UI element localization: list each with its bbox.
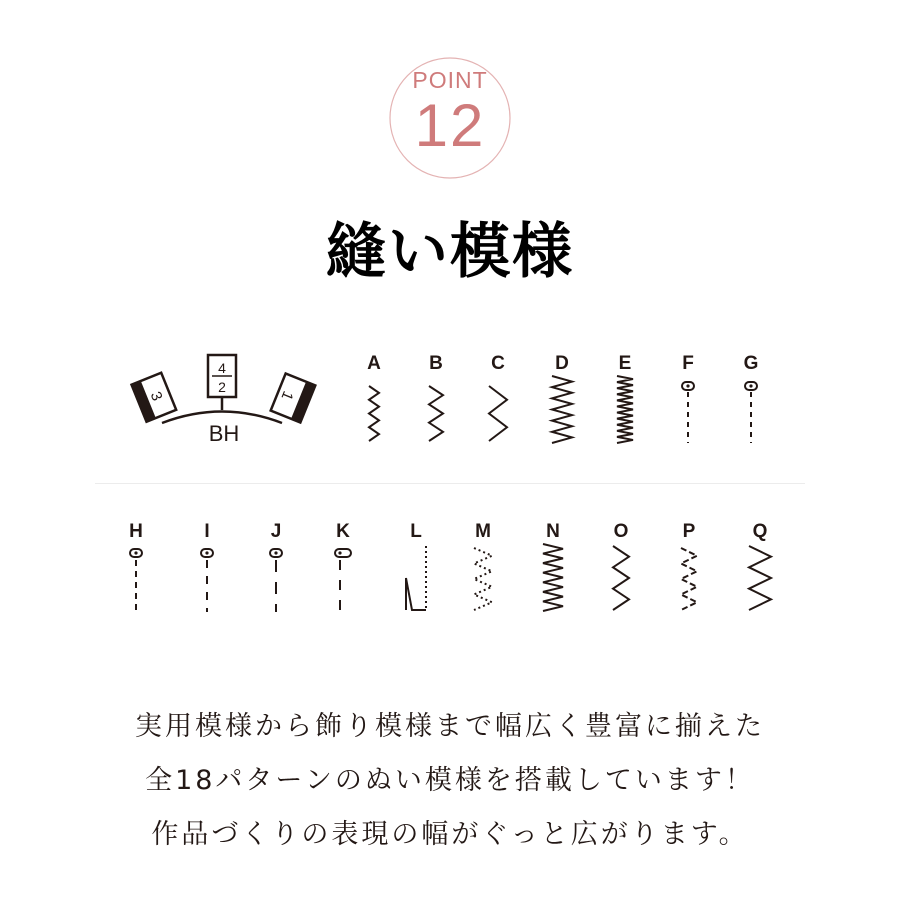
stitch-pattern-a bbox=[367, 353, 381, 441]
stitch-pattern-l bbox=[406, 521, 426, 610]
bh-step-label: 1 bbox=[277, 388, 297, 403]
zigzag-stitch bbox=[543, 544, 563, 611]
description-line-2: 全18パターンのぬい模様を搭載しています！ bbox=[145, 765, 755, 796]
stitch-label: I bbox=[204, 521, 210, 542]
zigzag-stitch bbox=[552, 376, 572, 443]
dotted-zigzag-stitch bbox=[474, 548, 492, 610]
stitch-pattern-h bbox=[129, 521, 143, 612]
buttonhole-diagram bbox=[132, 355, 316, 446]
badge-number: 12 bbox=[414, 92, 486, 159]
description bbox=[0, 700, 900, 862]
needle-dot bbox=[338, 551, 341, 554]
page-title: 縫い模様 bbox=[326, 217, 574, 287]
serpentine-stitch bbox=[681, 548, 697, 610]
stitch-label: F bbox=[682, 353, 694, 374]
stitch-row-1 bbox=[367, 353, 758, 443]
stitch-pattern-n bbox=[543, 521, 563, 611]
stitch-label: J bbox=[270, 521, 282, 542]
needle-dot bbox=[686, 384, 689, 387]
blind-hem-stitch bbox=[406, 578, 426, 610]
needle-dot bbox=[274, 551, 277, 554]
bh-step-label: 3 bbox=[146, 389, 166, 404]
zigzag-stitch bbox=[429, 386, 443, 441]
stitch-pattern-o bbox=[613, 521, 629, 610]
zigzag-stitch bbox=[489, 386, 507, 441]
stitch-label: G bbox=[743, 353, 759, 374]
stitch-pattern-e bbox=[617, 353, 633, 443]
description-line-3: 作品づくりの表現の幅がぐっと広がります。 bbox=[151, 819, 749, 850]
zigzag-stitch bbox=[613, 546, 629, 610]
needle-dot bbox=[749, 384, 752, 387]
bh-step-label: 4 bbox=[218, 360, 226, 376]
stitch-pattern-g bbox=[744, 353, 759, 443]
bh-step-1 bbox=[271, 373, 316, 422]
needle-dot bbox=[205, 551, 208, 554]
stitch-pattern-i bbox=[201, 521, 213, 612]
stitch-label: H bbox=[129, 521, 143, 542]
stitch-label: K bbox=[336, 521, 350, 542]
row-divider bbox=[95, 483, 805, 484]
stitch-pattern-p bbox=[681, 521, 697, 610]
stitch-label: N bbox=[546, 521, 560, 542]
stitch-label: C bbox=[491, 353, 505, 374]
description-line-1: 実用模様から飾り模様まで幅広く豊富に揃えた bbox=[135, 711, 765, 742]
stitch-pattern-k bbox=[335, 521, 351, 612]
zigzag-stitch bbox=[749, 546, 771, 610]
zigzag-stitch bbox=[617, 376, 633, 443]
stitch-pattern-b bbox=[429, 353, 443, 441]
stitch-label: P bbox=[682, 521, 696, 542]
needle-dot bbox=[134, 551, 137, 554]
bh-step-3 bbox=[132, 373, 177, 422]
stitch-row-2 bbox=[129, 521, 771, 612]
stitch-label: Q bbox=[752, 521, 768, 542]
bh-step-label: 2 bbox=[218, 379, 226, 395]
zigzag-stitch bbox=[369, 386, 379, 441]
stitch-label: E bbox=[618, 353, 632, 374]
stitch-pattern-d bbox=[552, 353, 572, 443]
needle-position bbox=[335, 549, 351, 557]
stitch-label: A bbox=[367, 353, 381, 374]
bh-label: BH bbox=[208, 421, 240, 446]
badge-label: POINT bbox=[412, 67, 488, 93]
stitch-label: O bbox=[613, 521, 629, 542]
stitch-pattern-f bbox=[682, 353, 694, 443]
stitch-pattern-q bbox=[749, 521, 771, 610]
stitch-pattern-m bbox=[474, 521, 492, 610]
stitch-pattern-c bbox=[489, 353, 507, 441]
stitch-pattern-j bbox=[270, 521, 282, 612]
stitch-label: L bbox=[410, 521, 422, 542]
stitch-label: M bbox=[475, 521, 491, 542]
stitch-label: D bbox=[555, 353, 569, 374]
stitch-label: B bbox=[429, 353, 443, 374]
